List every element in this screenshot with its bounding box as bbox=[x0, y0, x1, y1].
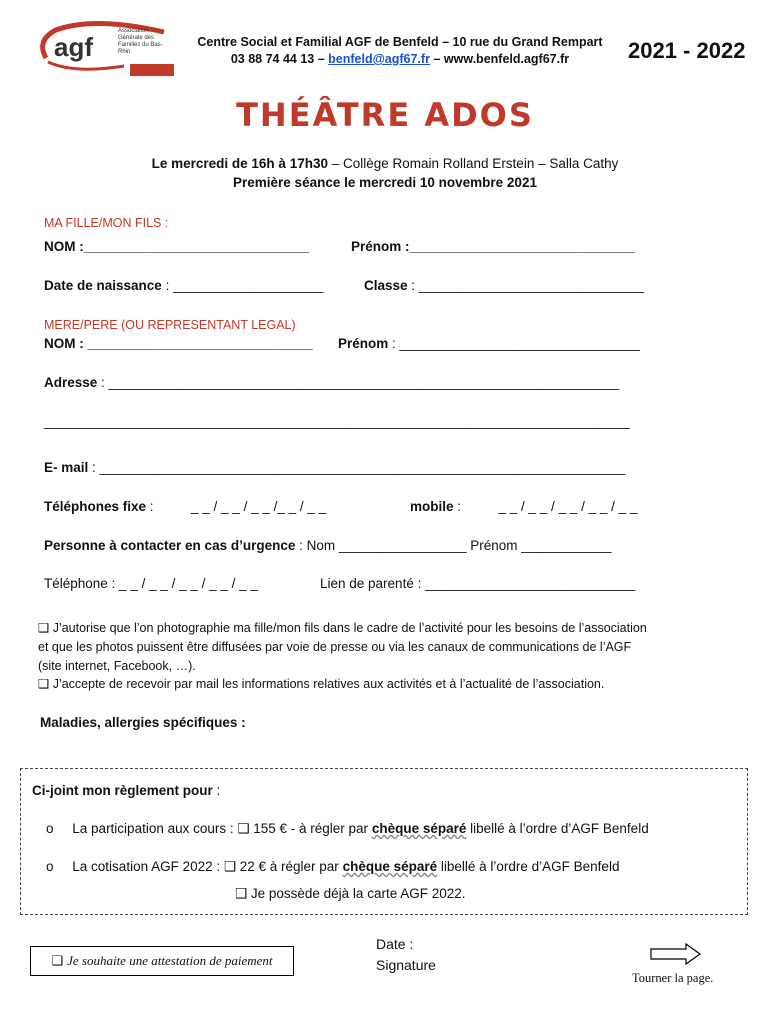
relationship-field[interactable]: Lien de parenté : ____________________________ bbox=[320, 576, 636, 591]
email-field[interactable] bbox=[44, 460, 625, 475]
schedule-time: Le mercredi de 16h à 17h30 bbox=[151, 156, 328, 171]
first-session: Première séance le mercredi 10 novembre 2021 bbox=[233, 175, 537, 190]
classe-label: Classe bbox=[364, 278, 408, 293]
mail-consent-text: J’accepte de recevoir par mail les informations relatives aux activités et à l’actualité de l’association. bbox=[52, 677, 605, 691]
logo-caption: Association Générale des Familles du Bas-Rhin bbox=[118, 28, 163, 55]
photo-consent-line-2: et que les photos puissent être diffusées par voie de presse ou via les canaux de communications de l’AGF bbox=[38, 640, 632, 654]
dob-line: : ____________________ bbox=[161, 278, 324, 293]
mail-consent bbox=[38, 676, 604, 691]
page-title: THÉÂTRE ADOS bbox=[236, 96, 534, 134]
cotisation-method: chèque séparé bbox=[342, 859, 438, 874]
emergency-tel-field[interactable]: Téléphone : _ _ / _ _ / _ _ / _ _ / _ _ bbox=[44, 576, 258, 591]
cotisation-amount: 22 € à régler par bbox=[235, 859, 343, 874]
mail-consent-checkbox[interactable]: ❑ bbox=[38, 676, 50, 691]
address-line: Centre Social et Familial AGF de Benfeld – 10 rue du Grand Rempart bbox=[197, 35, 603, 49]
child-dob-field[interactable] bbox=[44, 278, 323, 293]
payment-cotisation-item: o La cotisation AGF 2022 : ❑ 22 € à régler par chèque séparé libellé à l’ordre d’AGF Benfeld bbox=[46, 859, 620, 875]
allergies-label: Maladies, allergies spécifiques : bbox=[40, 715, 246, 730]
tel-fixe-field[interactable] bbox=[44, 499, 326, 514]
phone-text: 03 88 74 44 13 – bbox=[230, 52, 325, 66]
cotisation-prefix: La cotisation AGF 2022 : bbox=[72, 859, 224, 874]
emergency-label: Personne à contacter en cas d’urgence bbox=[44, 538, 296, 553]
email-label: E- mail bbox=[44, 460, 89, 475]
website-text: – www.benfeld.agf67.fr bbox=[433, 52, 570, 66]
cours-prefix: La participation aux cours : bbox=[72, 821, 238, 836]
child-prenom-field[interactable]: Prénom :______________________________ bbox=[351, 239, 635, 254]
email-link[interactable]: benfeld@agf67.fr bbox=[328, 52, 430, 66]
parent-prenom-label: Prénom bbox=[338, 336, 389, 351]
child-classe-field[interactable] bbox=[364, 278, 644, 293]
mobile-field[interactable] bbox=[410, 499, 637, 514]
cotisation-checkbox[interactable]: ❑ bbox=[223, 859, 236, 875]
photo-consent-line-3: (site internet, Facebook, …). bbox=[38, 659, 196, 673]
card-text: Je possède déjà la carte AGF 2022. bbox=[247, 886, 466, 901]
parent-nom-field[interactable]: NOM : ______________________________ bbox=[44, 336, 313, 351]
email-line: : ______________________________________________________________________ bbox=[88, 460, 626, 475]
child-heading: MA FILLE/MON FILS : bbox=[44, 216, 169, 230]
cotisation-suffix: libellé à l’ordre d’AGF Benfeld bbox=[437, 859, 620, 874]
schedule-place: – Collège Romain Rolland Erstein – Salla Cathy bbox=[327, 156, 619, 171]
address-line-1: : ____________________________________________________________________ bbox=[97, 375, 620, 390]
school-year: 2021 - 2022 bbox=[628, 38, 746, 63]
payment-heading-colon: : bbox=[212, 783, 221, 798]
logo-text: agf bbox=[54, 32, 93, 62]
card-item bbox=[235, 886, 466, 902]
tel-fixe-label: Téléphones fixe bbox=[44, 499, 147, 514]
signature-label: Signature bbox=[376, 957, 436, 973]
cours-suffix: libellé à l’ordre d’AGF Benfeld bbox=[466, 821, 649, 836]
address-label: Adresse bbox=[44, 375, 98, 390]
emergency-name-line: : Nom _________________ Prénom ____________ bbox=[295, 538, 612, 553]
address-line-2[interactable]: ______________________________________________________________________________ bbox=[44, 414, 630, 429]
tel-fixe-line: : _ _ / _ _ / _ _ /_ _ / _ _ bbox=[146, 499, 327, 514]
header-contact bbox=[190, 34, 610, 68]
dob-label: Date de naissance bbox=[44, 278, 162, 293]
attestation-text: Je souhaite une attestation de paiement bbox=[67, 953, 273, 968]
photo-consent-line-1: J’autorise que l’on photographie ma fille/mon fils dans le cadre de l’activité pour les besoins de l’association bbox=[52, 621, 647, 635]
payment-heading bbox=[32, 783, 220, 798]
agf-logo bbox=[34, 18, 184, 78]
turn-page-note: Tourner la page. bbox=[632, 971, 714, 985]
emergency-field[interactable] bbox=[44, 538, 611, 553]
schedule-line bbox=[0, 156, 770, 171]
child-nom-field[interactable]: NOM :______________________________ bbox=[44, 239, 309, 254]
payment-cours-item: o La participation aux cours : ❑ 155 € - à régler par chèque séparé libellé à l’ordre d’AGF Benfeld bbox=[46, 821, 649, 837]
classe-line: : ______________________________ bbox=[407, 278, 645, 293]
payment-heading-text: Ci-joint mon règlement pour bbox=[32, 783, 213, 798]
parent-prenom-field[interactable] bbox=[338, 336, 640, 351]
cours-amount: 155 € - à régler par bbox=[249, 821, 372, 836]
mobile-line: : _ _ / _ _ / _ _ / _ _ / _ _ bbox=[453, 499, 638, 514]
photo-consent-checkbox[interactable]: ❑ bbox=[38, 620, 50, 635]
attestation-box[interactable] bbox=[30, 946, 294, 976]
address-field[interactable] bbox=[44, 375, 619, 390]
arrow-right-icon bbox=[650, 943, 702, 968]
cours-method: chèque séparé bbox=[371, 821, 467, 836]
card-checkbox[interactable]: ❑ bbox=[235, 886, 248, 902]
cours-checkbox[interactable]: ❑ bbox=[237, 821, 250, 837]
parent-heading: MERE/PERE (OU REPRESENTANT LEGAL) bbox=[44, 318, 296, 332]
mobile-label: mobile bbox=[410, 499, 454, 514]
photo-consent bbox=[38, 618, 647, 676]
attestation-checkbox[interactable]: ❑ bbox=[51, 953, 64, 969]
date-label: Date : bbox=[376, 936, 414, 952]
parent-prenom-line: : ________________________________ bbox=[388, 336, 640, 351]
